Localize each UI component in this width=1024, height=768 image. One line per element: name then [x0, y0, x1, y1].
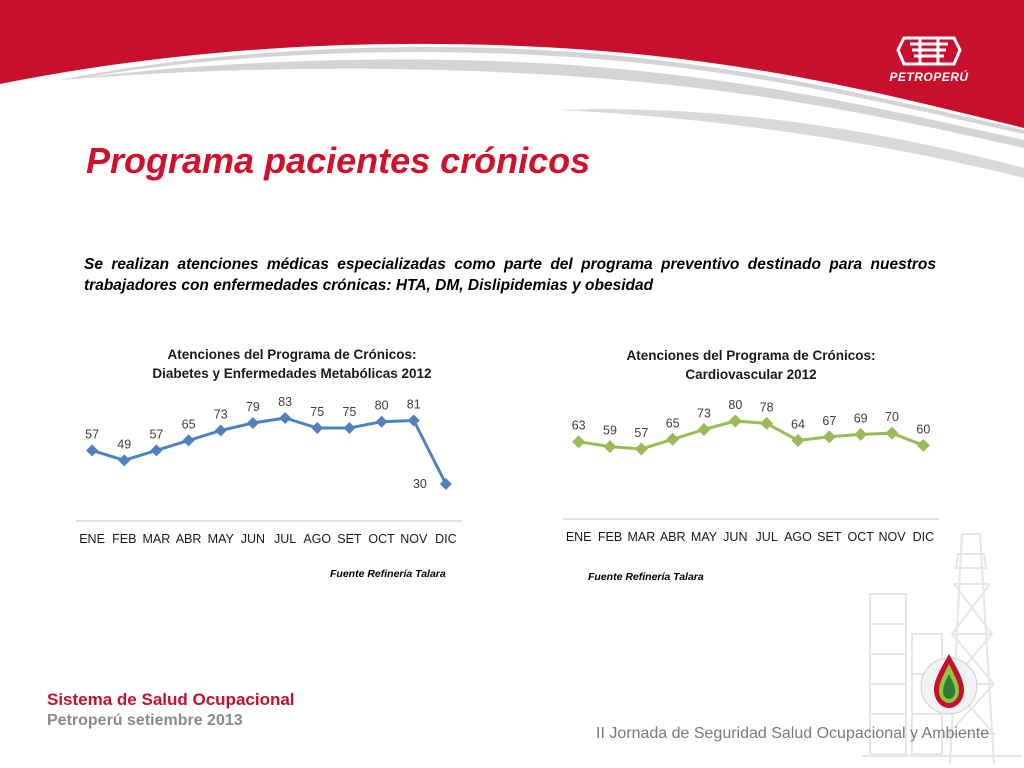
- chart-cardiovascular-data-label: 57: [634, 426, 649, 440]
- chart-cardiovascular-point: [698, 423, 711, 436]
- chart-cardiovascular-point: [854, 428, 867, 441]
- chart-diabetes-tick-label: ENE: [79, 532, 105, 546]
- chart-cardiovascular-point: [823, 430, 836, 443]
- chart-diabetes-tick-label: ABR: [175, 532, 202, 546]
- chart-diabetes-point: [408, 414, 420, 426]
- chart-cardiovascular-tick-label: SET: [817, 530, 842, 544]
- health-emblem-icon: [914, 648, 984, 718]
- chart-cardiovascular-point: [635, 443, 648, 456]
- chart-diabetes-tick-label: MAY: [207, 532, 234, 546]
- chart-cardiovascular-point: [886, 427, 899, 440]
- chart-diabetes-point: [183, 434, 195, 446]
- chart-diabetes-data-label: 73: [213, 407, 228, 422]
- brand-name: PETROPERÚ: [889, 70, 969, 84]
- chart-cardiovascular-data-label: 63: [571, 418, 586, 433]
- chart-cardiovascular-tick-label: AGO: [784, 530, 812, 544]
- footer-org: Sistema de Salud Ocupacional: [47, 690, 295, 709]
- chart-diabetes-point: [247, 417, 259, 429]
- chart-diabetes-title-line: Diabetes y Enfermedades Metabólicas 2012: [152, 366, 432, 381]
- chart-cardiovascular-tick-label: ENE: [565, 530, 592, 544]
- chart-cardiovascular-tick-label: FEB: [597, 530, 623, 544]
- chart-diabetes-data-label: 75: [342, 404, 357, 419]
- chart-diabetes-data-label: 75: [310, 404, 325, 419]
- chart-diabetes-data-label: 57: [149, 427, 164, 442]
- chart-cardiovascular-tick-label: NOV: [878, 530, 906, 544]
- chart-cardiovascular-point: [917, 439, 930, 452]
- chart-diabetes-point: [86, 444, 98, 456]
- page-title: Programa pacientes crónicos: [86, 140, 591, 181]
- event-name: II Jornada de Seguridad Salud Ocupacional y Ambiente: [596, 725, 990, 742]
- chart-diabetes-tick-label: JUN: [240, 532, 266, 546]
- chart-cardiovascular-point: [604, 440, 617, 453]
- chart-cardiovascular-point: [792, 434, 805, 447]
- chart-diabetes-data-label: 57: [85, 427, 100, 442]
- chart-cardiovascular-source: Fuente Refinería Talara: [588, 571, 704, 583]
- chart-diabetes-data-label: 81: [406, 397, 421, 412]
- chart-diabetes-point: [343, 422, 355, 434]
- chart-diabetes-tick-label: JUL: [273, 532, 297, 546]
- chart-diabetes-tick-label: MAR: [142, 532, 171, 546]
- chart-cardiovascular-data-label: 65: [665, 416, 680, 431]
- chart-diabetes-point: [311, 422, 323, 434]
- chart-diabetes-data-label: 79: [245, 399, 260, 414]
- footer-date: Petroperú setiembre 2013: [47, 712, 243, 729]
- chart-cardiovascular-data-label: 73: [697, 406, 711, 421]
- chart-diabetes-data-label: 80: [374, 398, 389, 413]
- chart-cardiovascular-title-line: Cardiovascular 2012: [685, 367, 817, 382]
- chart-cardiovascular-tick-label: JUN: [723, 530, 748, 544]
- chart-cardiovascular-tick-label: MAY: [690, 530, 718, 544]
- chart-diabetes-tick-label: AGO: [303, 532, 332, 546]
- chart-cardiovascular-tick-label: DIC: [912, 530, 935, 544]
- chart-cardiovascular: [555, 340, 945, 552]
- chart-cardiovascular-data-label: 59: [603, 423, 617, 438]
- chart-diabetes-point: [279, 412, 291, 424]
- chart-cardiovascular-point: [729, 415, 742, 428]
- chart-cardiovascular-data-label: 64: [791, 417, 805, 432]
- chart-diabetes-point: [376, 416, 388, 428]
- chart-diabetes-data-label: 83: [278, 395, 293, 409]
- chart-diabetes-title-line: Atenciones del Programa de Crónicos:: [167, 347, 417, 362]
- chart-diabetes: [70, 340, 470, 555]
- chart-diabetes-point: [215, 424, 227, 436]
- chart-cardiovascular-title-line: Atenciones del Programa de Crónicos:: [626, 348, 876, 363]
- chart-cardiovascular-tick-label: MAR: [627, 530, 656, 544]
- chart-diabetes-tick-label: NOV: [400, 532, 428, 546]
- chart-diabetes-point: [440, 478, 452, 490]
- chart-cardiovascular-data-label: 69: [853, 411, 868, 426]
- intro-paragraph: Se realizan atenciones médicas especializadas como parte del programa preventivo destinado para nuestros trabajadores con enfermedades crónicas: HTA, DM, Dislipidemias y obesidad: [84, 256, 936, 294]
- chart-diabetes-data-label: 65: [181, 417, 196, 432]
- chart-diabetes-tick-label: DIC: [435, 532, 457, 546]
- chart-diabetes-tick-label: SET: [337, 532, 362, 546]
- chart-cardiovascular-series-line: [579, 421, 924, 449]
- chart-cardiovascular-data-label: 60: [916, 422, 931, 437]
- chart-diabetes-point: [118, 454, 130, 466]
- chart-cardiovascular-point: [666, 433, 679, 446]
- chart-cardiovascular-data-label: 78: [759, 400, 774, 415]
- chart-diabetes-tick-label: OCT: [368, 532, 395, 546]
- chart-diabetes-source: Fuente Refinería Talara: [330, 568, 446, 580]
- chart-cardiovascular-data-label: 80: [728, 398, 743, 412]
- chart-cardiovascular-tick-label: OCT: [847, 530, 874, 544]
- chart-diabetes-data-label: 49: [117, 437, 132, 452]
- chart-cardiovascular-tick-label: ABR: [659, 530, 686, 544]
- chart-cardiovascular-data-label: 67: [822, 413, 837, 428]
- chart-cardiovascular-tick-label: JUL: [755, 530, 778, 544]
- chart-cardiovascular-point: [572, 435, 585, 448]
- chart-cardiovascular-point: [760, 417, 773, 430]
- chart-diabetes-data-label: 30: [412, 477, 427, 491]
- chart-cardiovascular-data-label: 70: [885, 410, 899, 425]
- chart-diabetes-series-line: [92, 418, 446, 484]
- chart-diabetes-tick-label: FEB: [112, 532, 137, 546]
- chart-diabetes-point: [150, 444, 162, 456]
